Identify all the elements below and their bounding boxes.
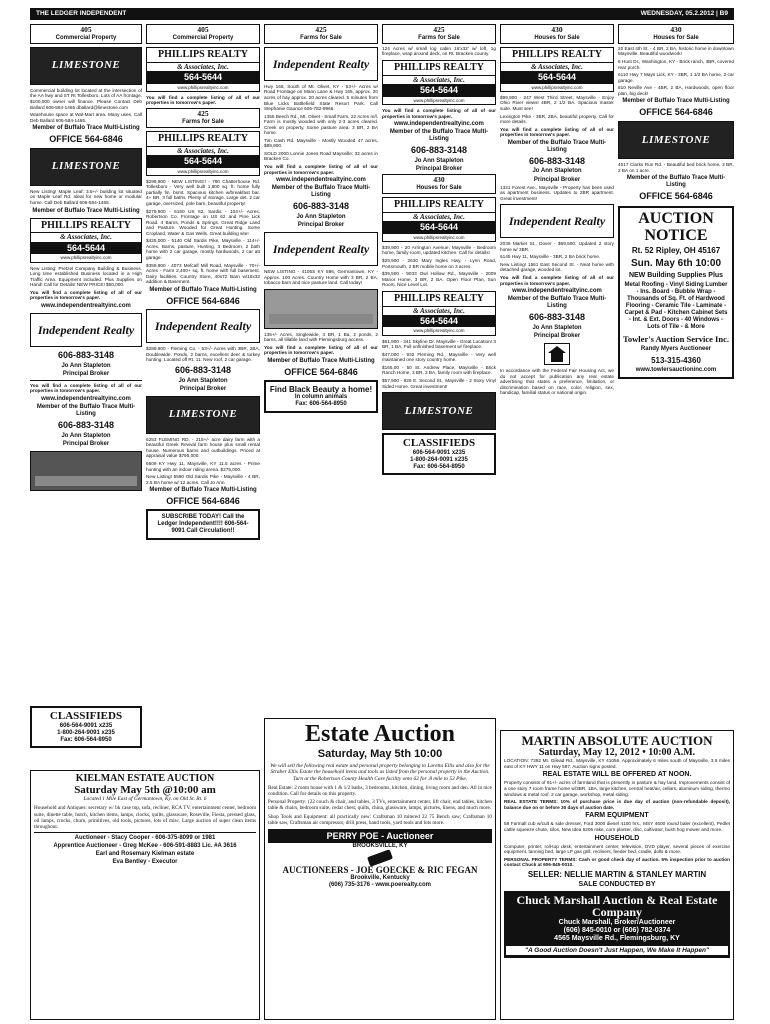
listing-ad: 135+/- Acres, Singlewide, 3 BR, 1 Ba, 2 ponds, 2 barns, all tillable land with Flemingsburg access. [264,331,378,343]
mls-member: Member of the Buffalo Trace Multi-Listing [626,175,726,189]
limestone-logo-text: LIMESTONE [51,160,121,173]
agent-phone: 606-883-3148 [57,420,115,431]
martin-household-body: Computer, printer, roll-top desk, entertainment center, television, DVD player, several pieces of exercise equipment, tanning bed, large LP gas grill, recliners, feeder bed, cradle, dolls & more. [504,843,730,855]
phillips-name: PHILLIPS REALTY [383,292,495,307]
phillips-name: PHILLIPS REALTY [147,48,259,63]
listing-ad: $57,900 - 926 E. Second St., Maysville - 2 Story Vinyl Sided Home. Great investment! [382,378,496,389]
category-number: 405 [197,25,209,34]
listing-ad: $99,900 - 247 West Third Street, Maysville - Enjoy Ohio River views! 4BR, 2 1/2 BA. Spacious master suite. Must see! [500,94,614,111]
category-header-425 [382,24,496,44]
kielman-apprentice: Apprentice Auctioneer - Greg McKee - 606-591-8883 Lic. #A 3616 [53,843,237,849]
listing-ad: $299,900 - NEW LISTING!! - 790 Chatterhouse Rd. Tollesboro - Very well built 1,800 sq. ft. home fully partially fin. bsmt. Spacious kitchen w/breakfast bar. 4+ BR, 3 full baths. Plenty of storage. Large det. 2 car garage, oversized, pole barn, beautiful property! [146,178,260,207]
publication-name: THE LEDGER INDEPENDENT [36,10,127,18]
limestone-logo-text: LIMESTONE [51,59,121,72]
agent-name: Jo Ann Stapleton [61,432,111,439]
category-header-405 [146,24,260,44]
estate-real-estate: Real Estate: 2 room house with 1 & 1/2 baths, 3 bedrooms, kitchen, dining, living room and den. All in nice condition. Call for details on this property. [268,785,492,798]
perry-poe-banner: PERRY POE - Auctioneer [268,829,492,844]
category-title: Farms for Sale [418,34,460,41]
limestone-logo [618,121,734,159]
listing-ad: New Listing! Maple Leaf: 3.5+/- building lot situated on Maple Leaf Rd. Ideal for new home or modular home. Call Deb Ballard 606-584-1465. [30,188,142,205]
limestone-logo [30,148,142,186]
office-phone: OFFICE 564-6846 [639,107,713,118]
chuck-address: 4565 Maysville Rd., Flemingsburg, KY [554,935,680,943]
listing-ad: 6 Hunt Dr., Washington, KY - Brick ranch, 3BR, covered rear porch. [618,59,734,70]
independent-realty-logo [146,309,260,343]
column-houses-1 [500,24,614,704]
phillips-assoc: & Associates, Inc. [531,62,583,71]
martin-terms: REAL ESTATE TERMS: 10% of purchase price is due day of auction (non-refundable deposit), balance due on or before 30 days of auction date. [504,799,730,810]
independent-logo-text: Independent Realty [37,322,135,337]
agent-phone: 606-883-3148 [528,312,586,323]
category-number: 425 [197,108,209,118]
phillips-name: PHILLIPS REALTY [383,61,495,76]
limestone-logo [382,392,496,430]
listing-ad: $47,000 - 932 Fleming Rd., Maysville - Very well maintained one story country home. [382,351,496,363]
phillips-assoc: & Associates, Inc. [177,146,229,155]
listing-ad: 6110 Hwy 7 Mays Lick, KY - 3BR, 1 1/2 BA home, 2 car garage. [618,72,734,83]
martin-auction-ad [500,730,734,1020]
estate-title: Estate Auction [305,721,455,747]
listing-ad: $39,500 - 9033 Owl Hollow Rd., Maysville - 2009 Manor Home, 3 BR, 2 BA, Open Floor Plan, Sun Room. Nice Level Lot. [382,271,496,288]
kielman-estate: Earl and Rosemary Kielman estate [95,851,195,858]
office-phone: OFFICE 564-6846 [166,295,240,306]
listing-ad: Hwy 165, South of Mt. Olivet, KY - 53+/- Acres w/ Road Frontage on Mann Lane & Hwy 165, approx. 20 acres of hay approx. 20 acres cleared. 5 minutes from Blue Licks Battlefield State Resort Park. Call Stephanie Gaunce 606-782-9966. [264,83,378,112]
find-black-title: Find Black Beauty a home! [269,384,373,394]
listing-ad: Commercial building lot located at the intersection of the AA hwy and ST Rt Tollesboro. Lots of AA frontage. $100,000 owner will finance. Please Contact Deb Ballard 606-584-1465 dballard@limestone.com [30,87,142,110]
chuck-name: Chuck Marshall Auction & Real Estate Company [516,892,718,920]
kielman-title: KIELMAN ESTATE AUCTION [75,773,215,784]
perry-location: BROOKSVILLE, KY [352,843,408,850]
website: www.independentrealtyinc.com [512,288,602,295]
category-number: 430 [433,175,445,185]
category-number: 430 [551,25,563,34]
mls-member: Member of Buffalo Trace Multi-Listing [149,487,257,494]
listing-ad: 6145 Hwy 11, Maysville - 3BR, 2 BA brick home. [500,254,601,260]
classifieds-phone: 1-800-264-9091 x235 [57,730,115,737]
classifieds-contact [382,433,496,475]
estate-intro: We will sell the following real estate and personal property belonging to Loretta Ellis and also for the Straber Ellis Estate the household items and tools as listed from the personal property in the Auction. Turn at the Robertson County Health Care facility onto 62 for .8 mile to 52 Pike. [270,762,490,782]
find-listing-note: You will find a complete listing of all of our properties in tomorrow's paper. [264,164,378,175]
phillips-phone: 564-5644 [31,242,141,255]
phillips-web: www.phillipsrealtyinc.com [177,84,229,90]
chuck-marshall-banner [504,891,730,959]
classifieds-box-left [30,706,142,764]
category-header-430 [382,174,496,194]
auction-notice-title: AUCTION NOTICE [638,209,714,244]
subscribe-text: SUBSCRIBE TODAY! Call the Ledger Independent!!!! 606-564-9091 Call Circulation!! [157,513,249,534]
classifieds-phone: 1-800-264-9091 x235 [410,457,468,464]
auction-address: Rt. 52 Ripley, OH 45167 [631,246,721,256]
independent-realty-logo [264,47,378,81]
phillips-name: PHILLIPS REALTY [147,132,259,147]
category-title: Houses for Sale [416,184,462,191]
website: www.independentrealtyinc.com [41,302,131,309]
listing-ad: NEW LISTING - 4105S KY 596, Germantown, KY - Approx. 100 Acres. Country Home with 3 BR, 2 BA, tobacco barn and nice pasture land. Call today! [264,269,378,286]
phillips-assoc: & Associates, Inc. [413,306,465,315]
listing-ad: 810 Neville Ave - 4BR, 2 BA, Hardwoods, open floor plan, big deck! [618,85,734,96]
phillips-name: PHILLIPS REALTY [501,48,613,63]
listing-ad: $39,900 - 20 Arrington Avenue, Maysville - Bedroom home, family room, updated kitchen. Call for details! [382,244,496,256]
classifieds-fax: Fax: 606-564-8950 [413,464,465,471]
agent-title: Principal Broker [415,165,463,172]
page-date: WEDNESDAY, 05.2.2012 | B9 [640,10,728,18]
website: www.independentrealtyinc.com [276,177,366,184]
office-phone: OFFICE 564-6846 [639,191,713,202]
estate-shop-tools: Shop Tools and Equipment: all practically new: Craftsman 10 mitered 22 75 Bench saw; Craftsman 10 table saw, Craftsman air compressor, drill press, hand tools, yard tools and lots more. [268,813,492,826]
category-number: 425 [433,25,445,34]
phillips-web: www.phillipsrealtyinc.com [177,168,229,174]
column-commercial-2 [146,24,260,764]
phillips-realty-logo [382,291,496,336]
category-header-425 [146,108,260,128]
phillips-phone: 564-5644 [501,71,613,84]
category-title: Houses for Sale [534,34,580,41]
estate-date: Saturday, May 5th 10:00 [317,748,443,760]
equal-housing-icon [544,343,570,365]
listing-ad: 2039 Market St., Dover - $69,500. Updated 2 story home w/ 3BR. [500,241,614,252]
agent-title: Principal Broker [179,385,227,392]
mls-member: Member of the Buffalo Trace Multi-Listing [36,403,136,417]
independent-logo-text: Independent Realty [508,214,606,229]
auctioneer-web: www.towlersauctioninc.com [635,367,717,373]
category-title: Commercial Property [172,34,234,41]
auction-company: Towler's Auction Service Inc. [623,334,729,345]
limestone-logo-text: LIMESTONE [168,408,238,421]
listing-ad: 1321 Forest Ave., Maysville - Property has been used as apartment business. Updates to 2BR apartment. Great investment! [500,184,614,201]
limestone-logo [146,396,260,434]
auction-date: Sun. May 6th 10:00 [630,257,722,269]
martin-farm-body: 58 Farmall cub w/cult & side dresser, Ford 3000 diesel 4100 hrs., MSY 4600 round baler (excellent), Pedlet cattle squeeze chute, silos, New Idea 5206 rake, corn planter, disc, cultivator, bush hog mower and more. [504,821,730,833]
chuck-quote: "A Good Auction Doesn't Just Happen, We Make It Happen" [506,946,728,956]
limestone-logo-text: LIMESTONE [404,404,474,417]
category-title: Farms for Sale [182,118,224,125]
kielman-body: Household and Antiques: secretary w/ bk case top, sofa, recliner, RCA TV, entertainment center, bedroom suite, dinette table, hutch, kitchen items, lamps, clocks, quilts, glassware, Roseville, Fiesta, pressed glass, oil lamps, crocks, churn, primitives, old tools, pictures, lots of misc. Large auction of super clean items throughout. [34,805,256,830]
perry-phone: (606) 735-3176 - www.poerealty.com [328,882,432,889]
website: www.independentrealtyinc.com [41,395,131,402]
martin-pp-terms: PERSONAL PROPERTY TERMS: Cash or good check day of auction. 5% inspection prior to auction contact Chuck at 606-845-0010. [504,856,730,868]
mls-member: Member of the Buffalo Trace Multi-Listing [507,296,607,310]
subscribe-box [146,509,260,540]
phillips-web: www.phillipsrealtyinc.com [413,234,465,240]
auctioneer-name: Randy Myers Auctioneer [640,346,712,353]
find-black-sub: In column animals [294,394,348,401]
category-header-405 [30,24,142,44]
listing-ad: $289,900 - Fleming Co. - 53+/- Acres with 3BR, 2BA, Doublewide. Ponds, 2 barns, excellent deer & turkey hunting. Located off Rt. 11. New roof, 2 car garage. [146,346,260,363]
kielman-auctioneer: Auctioneer - Stacy Cooper - 606-375-8099 or 1981 [74,834,216,841]
listing-ad: New Listing: Pretzel Company Building & Business. Long time established Business located in a High Traffic Area. Equipment included. Plus Supplies on Hand! Call for Details! NEW PRICE! $50,000. [30,265,142,288]
listing-ad: Warehouse space at Wal-Mart area. Many uses. Call Deb Ballard 606-584-1465. [30,112,142,123]
divider [30,380,142,381]
phillips-web: www.phillipsrealtyinc.com [60,255,112,261]
find-listing-note: You will find a complete listing of all of our properties in tomorrow's paper. [30,382,142,394]
column-farms-1 [264,24,378,724]
agent-name: Jo Ann Stapleton [532,168,582,175]
phillips-realty-logo [382,197,496,242]
find-listing-note: You will find a complete listing of all of our properties in tomorrow's paper. [30,289,142,301]
mls-member: Member of Buffalo Trace Multi-Listing [267,357,375,364]
classifieds-title: CLASSIFIEDS [402,437,476,450]
phillips-phone: 564-5644 [383,221,495,234]
agent-title: Principal Broker [533,176,581,183]
property-photo [264,289,378,329]
listing-ad: Tim Cash Rd. Maysville - Mostly Wooded 47 acres, $89,900. [264,137,378,149]
listing-ad: $279,900 - 5150 US 62, Sardis - 104+/- Acres. Robertson Co. Frontage on US 62 and Pine Lick Road. 4 Barns, Ponds & Springs. Great Ridge Land and Pasture. Wooded for Great Hunting. Some Cropland, Water & Gas Wells. Great building site! [146,208,260,236]
phillips-realty-logo [30,218,142,263]
mls-member: Member of the Buffalo Trace Multi-Listing [389,129,489,143]
office-phone: OFFICE 564-6846 [49,134,123,145]
category-number: 430 [670,25,682,34]
agent-title: Principal Broker [62,440,110,447]
phillips-phone: 564-5644 [383,315,495,328]
classifieds-contact [30,706,142,748]
agent-title: Principal Broker [533,333,581,340]
kielman-date: Saturday May 5th @10:00 am [74,783,216,796]
martin-seller: SELLER: NELLIE MARTIN & STANLEY MARTIN [527,870,707,879]
listing-ad: $359,900 - 4073 Mefcalf Mill Road, Maysville - 70+/- Acres - Farm 2,400+ sq. ft. home with full basement. Dairy facilities. Country Store, 40x72 Barn w/16x32 addition & Basement. [146,262,260,285]
auction-list: Metal Roofing - Vinyl Siding Lumber - Ins. Board - Bubble Wrap - Thousands of Sq. Ft. of Hardwood Flooring - Ceramic Tile - Laminate - Carpet & Pad - Kitchen Cabinet Sets - Int. & Ext. Doors - 40 Windows - Lots of Tile - & More [624,281,728,331]
column-commercial-1 [30,24,142,704]
auction-notice-box [618,206,734,379]
mls-member: Member of the Buffalo Trace Multi-Listing [271,185,371,199]
office-phone: OFFICE 564-6846 [284,367,358,378]
phillips-name: PHILLIPS REALTY [383,198,495,213]
phillips-phone: 564-5644 [147,155,259,168]
find-black-beauty-box [264,380,378,414]
listing-ad: New Listing! 5590 Old Sardis Pike - Maysville - 4 BR, 2.5 BA home w/ 12 acres. Call Jo Ann. [146,474,260,485]
agent-name: Jo Ann Stapleton [296,213,346,220]
phillips-assoc: & Associates, Inc. [177,62,229,71]
martin-date: Saturday, May 12, 2012 • 10:00 A.M. [538,746,696,758]
martin-farm-title: FARM EQUIPMENT [585,812,649,820]
listing-ad: $61,900 - 341 Skyline Dr. Maysville - Great Location! 3 BR, 1 BA, Full unfinished basement w/ fireplace. [382,338,496,350]
listing-ad: $165,00 - 50 St. Andrew Place, Maysville - Brick Ranch Home, 3 BR, 2 BA, family room with fireplace. [382,364,496,376]
category-title: Farms for Sale [300,34,342,41]
mls-member: Member of Buffalo Trace Multi-Listing [149,286,257,293]
column-houses-2 [618,24,734,714]
mls-member: Member of Buffalo Trace Multi-Listing [32,125,140,132]
listing-ad: 6609 KY Hwy 11, Maysville, KY 11.5 acres - Prime hunting with an indoor riding arena. $275,000. [146,460,260,472]
phillips-realty-logo [382,60,496,105]
mls-member: Member of Buffalo Trace Multi-Listing [32,207,140,214]
agent-phone: 606-883-3148 [57,349,115,360]
category-number: 405 [80,25,92,34]
classifieds-phone: 606-564-9091 x235 [59,722,113,729]
chuck-phone: (606) 845-0010 or (606) 782-0374 [563,927,671,935]
phillips-phone: 564-5644 [383,84,495,97]
category-header-430 [500,24,614,44]
phillips-web: www.phillipsrealtyinc.com [413,97,465,103]
phillips-realty-logo [500,47,614,92]
auction-list-title: NEW Building Supplies Plus [628,271,724,279]
website: www.independentrealtyinc.com [394,121,484,128]
martin-location: LOCATION: 7392 Mt. Gilead Rd., Maysville, KY 41056. Approximately 6 miles south of Maysville, 3.5 miles east of KY HWY 11 on Hwy 597. Auction signs posted. [504,758,730,769]
classifieds-title: CLASSIFIEDS [49,710,123,722]
listing-ad: New Listing! 1561 East Second St. - Neat home with detached garage, wooded lot. [500,261,614,273]
find-listing-note: You will find a complete listing of all of our properties in tomorrow's paper. [146,94,260,106]
phillips-assoc: & Associates, Inc. [413,212,465,221]
listing-ad: 1355 Beech Rd., Mt. Olivet - Small Farm, 22 Acres m/l. Farm is mostly wooded with only 2-3 acres cleared. Creek on property. Some pasture area. 3 BR, 2 BA home. [264,113,378,136]
find-black-fax: Fax: 606-564-8950 [295,401,347,408]
chuck-sub: Chuck Marshall, Broker/Auctioneer [558,918,676,926]
limestone-logo [30,47,142,85]
independent-realty-logo [500,204,614,238]
listing-ad: 6253 FLEMING RD. - 215+/- acre dairy farm with a beautiful Greek Revival farm house plus small rental house. Numerous barns and outbuildings. Priced at appraisal value $795,000. [146,436,260,459]
agent-name: Jo Ann Stapleton [178,377,228,384]
kielman-executor: Eva Bentley - Executor [112,859,178,866]
estate-auction-ad [264,718,496,1020]
estate-personal-property: Personal Property: (22 couch & chair, and tables, 3 TVs, entertainment center, lift chair, end tables, kitchen table & chairs, bedroom suite, cedar chest, quilts, china, glassware, lamps, pictures, linens, and much more. [268,799,492,812]
mls-member: Member of Buffalo Trace Multi-Listing [622,98,730,105]
phillips-web: www.phillipsrealtyinc.com [413,328,465,334]
martin-title: MARTIN ABSOLUTE AUCTION [521,733,713,748]
category-header-430 [618,24,734,44]
martin-sale-by: SALE CONDUCTED BY [578,881,656,889]
page-header [30,8,734,20]
find-listing-note: You will find a complete listing of all of our properties in tomorrow's paper. [500,275,614,286]
listing-ad: 4017 Clarks Run Rd. - Beautiful bed brick home, 3 BR, 2 BA on 1 acre. [618,161,734,173]
auctioneer-phone: 513-315-4360 [651,355,701,365]
kielman-auction-ad [30,770,260,1020]
listing-ad: Lexington Pike - 3BR, 2BA, beautiful property. Call for more details. [500,113,614,125]
classifieds-fax: Fax: 606-564-8950 [60,737,112,744]
limestone-logo-text: LIMESTONE [641,133,711,146]
perry-city: Brookville, Kentucky [350,875,410,882]
column-farms-2 [382,24,496,714]
independent-logo-text: Independent Realty [154,319,252,334]
fair-housing-notice: In accordance with the Federal Fair Housing Act, we do not accept for publication any real estate advertising that states a preference, limitation, or discrimination based on race, color, religion, sex, handicap, familial status or national origin. [500,368,614,396]
phillips-web: www.phillipsrealtyinc.com [531,84,583,90]
listing-ad: $425,000 - 5140 Old Sardis Pike, Maysville - 114+/- Acres. Barns, pasture, Hunting, 3 Bedroom, 2 bath home with 2 car garage, mostly hardwoods, 2 car att garage. [146,238,260,260]
phillips-name: PHILLIPS REALTY [31,219,141,234]
listing-ad: SOLD 2000 Lonnie Jones Road Maysville: 32 acres in Bracken Co. [264,150,378,162]
category-title: Commercial Property [55,34,117,41]
independent-realty-logo [30,313,142,347]
divider [34,832,256,833]
independent-logo-text: Independent Realty [272,56,370,71]
agent-name: Jo Ann Stapleton [414,157,464,164]
phillips-assoc: & Associates, Inc. [60,233,112,242]
agent-phone: 606-883-3148 [528,155,586,166]
find-listing-note: You will find a complete listing of all of our properties in tomorrow's paper. [264,344,378,356]
agent-name: Jo Ann Stapleton [61,362,111,369]
category-title: Houses for Sale [653,34,699,41]
category-header-425 [264,24,378,44]
independent-logo-text: Independent Realty [272,242,370,257]
agent-phone: 606-883-3148 [174,365,232,376]
independent-realty-logo [264,232,378,266]
office-phone: OFFICE 564-6846 [166,496,240,507]
mls-member: Member of the Buffalo Trace Multi-Listing [507,139,607,153]
agent-phone: 606-883-3148 [292,201,350,212]
agent-phone: 606-883-3148 [410,145,468,156]
category-number: 425 [315,25,327,34]
property-photo [30,451,142,491]
perry-auctioneers: AUCTIONEERS - JOE GOECKE & RIC FEGAN [282,864,478,875]
listing-ad: $29,900 - 2630 Mary Ingles Hwy. - Lynn Road, Portsmouth, 2 BR mobile home on 3 acres. [382,258,496,269]
find-listing-note: You will find a complete listing of all of our properties in tomorrow's paper. [500,126,614,138]
kielman-location: Located 1 Mile East of Germantown, Ky. on Old St. Rt. 6 [83,796,207,803]
phillips-phone: 564-5644 [147,71,259,84]
martin-real-estate-title: REAL ESTATE WILL BE OFFERED AT NOON. [542,771,692,779]
agent-title: Principal Broker [62,370,110,377]
phillips-realty-logo [146,47,260,92]
listing-ad: 20 East 4th St. - 4 BR, 2 BA, historic home in downtown Maysville. Beautiful woodwork! [618,45,734,57]
classifieds-phone: 606-564-9091 x235 [412,450,466,457]
phillips-assoc: & Associates, Inc. [413,75,465,84]
listing-ad: 124 Acres w/ small log cabin 16'x32' w/ loft, 1g fireplace, wrap around deck, on Rt. Bracken county. [382,45,496,57]
martin-household-title: HOUSEHOLD [594,834,640,842]
agent-title: Principal Broker [297,222,345,229]
martin-real-estate-body: Property consists of 91+/- acres of farmland that is presently in pasture & hay land. Improvements consist of a one story 7 room frame home w/3BR, 1BA, large kitchen, central heat/air, cellars, aluminum siding, thermo windows & metal roof. 2 car garage, workshop, metal siding. [504,780,730,797]
agent-name: Jo Ann Stapleton [532,324,582,331]
phillips-realty-logo [146,131,260,176]
find-listing-note: You will find a complete listing of all of our properties in tomorrow's paper. [382,107,496,119]
